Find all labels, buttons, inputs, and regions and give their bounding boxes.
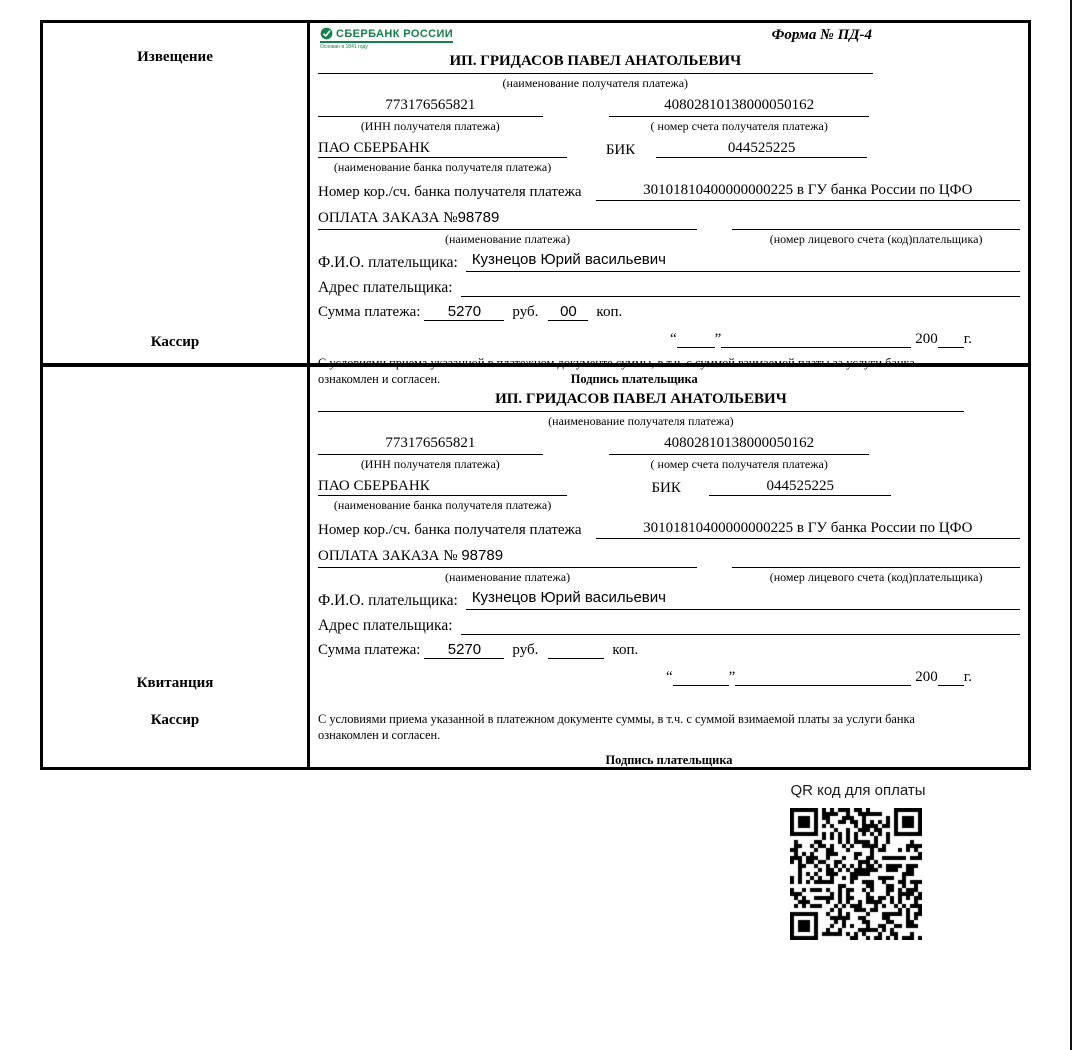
payment-name-caption: (наименование платежа) — [444, 232, 571, 246]
recipient-name-caption: (наименование получателя платежа) — [548, 414, 734, 428]
bank-name-caption: (наименование банка получателя платежа) — [333, 498, 552, 512]
personal-account-field — [732, 209, 1020, 230]
sberbank-logo — [320, 27, 453, 50]
pd4-payment-form — [40, 20, 1031, 770]
amount-rub: 5270 — [424, 303, 504, 321]
payment-name-field — [318, 209, 697, 230]
date-month-blank — [721, 331, 911, 348]
receipt-side-panel — [43, 367, 310, 769]
date-line — [318, 669, 972, 686]
notice-label: Извещение — [137, 49, 213, 65]
corr-account-label: Номер кор./сч. банка получателя платежа — [318, 522, 582, 538]
bank-name: ПАО СБЕРБАНК — [318, 478, 567, 496]
bank-name: ПАО СБЕРБАНК — [318, 140, 567, 158]
form-number: Форма № ПД-4 — [771, 27, 872, 43]
order-number: 98789 — [457, 209, 500, 226]
cashier-label-top: Кассир — [150, 334, 200, 350]
payment-name-caption: (наименование платежа) — [444, 570, 571, 584]
recipient-name: ИП. ГРИДАСОВ ПАВЕЛ АНАТОЛЬЕВИЧ — [318, 53, 873, 74]
personal-account-caption: (номер лицевого счета (код)плательщика) — [769, 232, 983, 246]
recipient-name-caption: (наименование получателя платежа) — [502, 76, 689, 90]
receipt-notice — [310, 23, 1028, 386]
corr-account-value: 30101810400000000225 в ГУ банка России по ЦФО — [596, 520, 1020, 539]
recipient-account: 40802810138000050162 — [609, 435, 869, 455]
payer-name-label: Ф.И.О. плательщика: — [318, 254, 458, 271]
payer-address-value — [461, 276, 1020, 297]
year-prefix: 200 — [915, 669, 938, 685]
corr-account-value: 30101810400000000225 в ГУ банка России по ЦФО — [596, 182, 1020, 201]
order-label: ОПЛАТА ЗАКАЗА № — [318, 548, 462, 564]
sum-label: Сумма платежа: — [318, 642, 421, 658]
recipient-inn: 773176565821 — [318, 97, 543, 117]
amount-kop: 00 — [548, 303, 588, 321]
bik-value: 044525225 — [709, 478, 892, 496]
year-blank — [938, 669, 964, 686]
payer-signature-label: Подпись плательщика — [605, 753, 733, 767]
open-quote: “ — [669, 331, 677, 347]
year-prefix: 200 — [915, 331, 938, 347]
payer-address-label: Адрес плательщика: — [318, 617, 453, 634]
date-month-blank — [735, 669, 911, 686]
bik-label: БИК — [651, 480, 681, 496]
agreement-text: С условиями приема указанной в платежном документе суммы, в т.ч. с суммой взимаемой платы за услуги банка ознакомлен и согласен. Подпись плательщика — [318, 356, 915, 386]
personal-account-caption: (номер лицевого счета (код)плательщика) — [769, 570, 983, 584]
kop-label: коп. — [612, 642, 639, 658]
payer-signature-label: Подпись плательщика — [570, 371, 698, 386]
qr-code-icon — [790, 808, 922, 940]
inn-caption: (ИНН получателя платежа) — [360, 119, 500, 133]
qr-section — [788, 782, 928, 940]
open-quote: “ — [665, 669, 673, 685]
qr-label: QR код для оплаты — [790, 782, 926, 799]
page-right-edge — [1070, 0, 1072, 1050]
bik-value: 044525225 — [656, 140, 867, 158]
recipient-name: ИП. ГРИДАСОВ ПАВЕЛ АНАТОЛЬЕВИЧ — [318, 391, 964, 412]
order-number: 98789 — [461, 547, 504, 564]
recipient-inn: 773176565821 — [318, 435, 543, 455]
payment-name-field — [318, 547, 697, 568]
sum-label: Сумма платежа: — [318, 304, 421, 320]
payer-address-value — [461, 614, 1020, 635]
receipt-label: Квитанция — [136, 674, 214, 691]
date-line — [318, 331, 972, 348]
bank-name-caption: (наименование банка получателя платежа) — [333, 160, 552, 174]
sberbank-logo-text: СБЕРБАНК РОССИИ — [336, 27, 454, 40]
payer-address-label: Адрес плательщика: — [318, 279, 453, 296]
account-caption: ( номер счета получателя платежа) — [650, 119, 828, 133]
recipient-account: 40802810138000050162 — [609, 97, 869, 117]
payer-name-value: Кузнецов Юрий васильевич — [466, 589, 1020, 610]
account-caption: ( номер счета получателя платежа) — [650, 457, 828, 471]
rub-label: руб. — [512, 304, 539, 320]
amount-kop — [548, 658, 604, 659]
date-day-blank — [677, 331, 715, 348]
notice-side-panel — [43, 23, 310, 367]
rub-label: руб. — [512, 642, 539, 658]
amount-rub: 5270 — [424, 641, 504, 659]
payer-name-value: Кузнецов Юрий васильевич — [466, 251, 1020, 272]
personal-account-field — [732, 547, 1020, 568]
sberbank-logo-tagline: Основан в 1841 году — [320, 44, 368, 50]
order-label: ОПЛАТА ЗАКАЗА № — [318, 210, 458, 226]
corr-account-label: Номер кор./сч. банка получателя платежа — [318, 184, 582, 200]
close-quote: ” — [714, 331, 722, 347]
year-blank — [938, 331, 964, 348]
payer-name-label: Ф.И.О. плательщика: — [318, 592, 458, 609]
kop-label: коп. — [596, 304, 623, 320]
year-suffix: г. — [963, 331, 972, 347]
inn-caption: (ИНН получателя платежа) — [360, 457, 500, 471]
agreement-text: С условиями приема указанной в платежном документе суммы, в т.ч. с суммой взимаемой платы за услуги банка ознакомлен и согласен. Подпись плательщика — [318, 712, 1020, 769]
close-quote: ” — [728, 669, 736, 685]
cashier-label-bottom: Кассир — [150, 711, 200, 728]
receipt-kvitantsiya — [310, 367, 1028, 769]
date-day-blank — [673, 669, 729, 686]
bik-label: БИК — [605, 142, 636, 158]
year-suffix: г. — [963, 669, 972, 685]
sberbank-icon — [320, 27, 333, 40]
